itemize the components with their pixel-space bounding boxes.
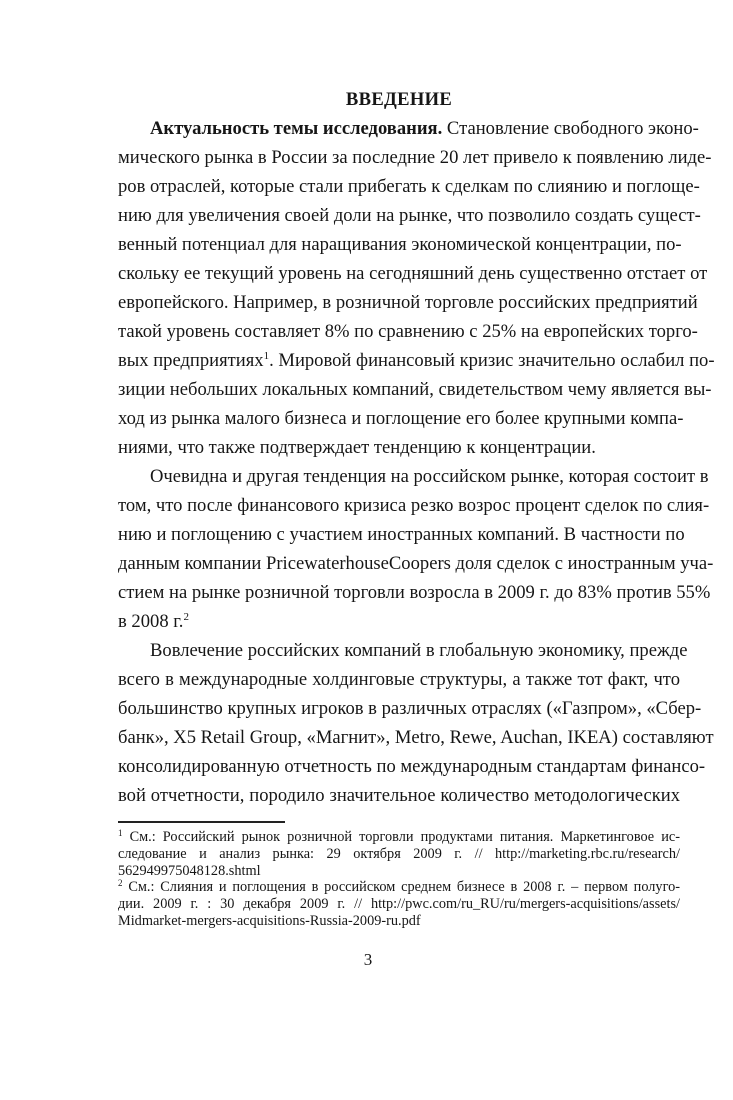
text-line: стием на рынке розничной торговли возросла в 2009 г. до 83% против 55%	[118, 582, 711, 603]
text-line	[118, 114, 699, 143]
text-line: европейского. Например, в розничной торговле российских предприятий	[118, 292, 698, 313]
text-line: вой отчетности, породило значительное количество методологических	[118, 785, 680, 806]
paragraph-1	[118, 114, 715, 462]
text: Становление свободного эконо-	[442, 118, 699, 139]
text-line: мического рынка в России за последние 20 лет привело к появлению лиде-	[118, 147, 712, 168]
text-line: данным компании PricewaterhouseCoopers доля сделок с иностранным уча-	[118, 553, 714, 574]
text-line: том, что после финансового кризиса резко возрос процент сделок по слия-	[118, 495, 710, 516]
footnote-ref-2: 2	[183, 611, 189, 623]
text-line: ниями, что также подтверждает тенденцию к концентрации.	[118, 437, 596, 458]
text-line: ход из рынка малого бизнеса и поглощение его более крупными компа-	[118, 408, 684, 429]
text-line: банк», X5 Retail Group, «Магнит», Metro, Rewe, Auchan, IKEA) составляют	[118, 727, 714, 748]
text: вых предприятиях	[118, 350, 264, 371]
text-line	[118, 607, 680, 636]
footnote-1-line: 562949975048128.shtml	[118, 862, 261, 879]
text: См.: Слияния и поглощения в российском среднем бизнесе в 2008 г. – первом полуго-	[122, 879, 680, 896]
page-number: 3	[363, 950, 373, 969]
text-line: нию и поглощению с участием иностранных компаний. В частности по	[118, 524, 685, 545]
footnote-divider	[118, 821, 285, 823]
text: См.: Российский рынок розничной торговли продуктами питания. Маркетинговое ис-	[122, 829, 680, 845]
footnote-2-line	[118, 879, 680, 896]
text-line: венный потенциал для наращивания экономической концентрации, по-	[118, 234, 682, 255]
text-line: Очевидна и другая тенденция на российском рынке, которая состоит в	[150, 466, 709, 487]
footnote-2-line: дии. 2009 г. : 30 декабря 2009 г. // http://pwc.com/ru_RU/ru/mergers-acquisitions/assets/	[118, 896, 680, 913]
footnote-2-line: Midmarket-mergers-acquisitions-Russia-2009-ru.pdf	[118, 912, 421, 929]
text: в 2008 г.	[118, 611, 184, 632]
footnote-ref-1: 1	[263, 350, 270, 362]
text-line: скольку ее текущий уровень на сегодняшний день существенно отстает от	[118, 263, 708, 284]
section-title: ВВЕДЕНИЕ	[345, 89, 453, 110]
footnotes	[118, 829, 680, 930]
text-line: зиции небольших локальных компаний, свидетельством чему является вы-	[118, 379, 712, 400]
footnote-number: 2	[118, 878, 123, 889]
bold-lead: Актуальность темы исследования.	[150, 118, 443, 139]
text-line: Вовлечение российских компаний в глобальную экономику, прежде	[150, 640, 688, 661]
text: . Мировой финансовый кризис значительно ослабил по-	[269, 350, 715, 371]
text-line: консолидированную отчетность по международным стандартам финансо-	[118, 756, 706, 777]
text-line: большинство крупных игроков в различных отраслях («Газпром», «Сбер-	[118, 698, 702, 719]
paragraph-2	[118, 462, 714, 636]
footnote-1-line: следование и анализ рынка: 29 октября 2009 г. // http://marketing.rbc.ru/research/	[118, 845, 680, 862]
text-line: всего в международные холдинговые структуры, а также тот факт, что	[118, 669, 680, 690]
paragraph-3	[118, 636, 714, 810]
footnote-number: 1	[118, 828, 123, 838]
text-line: ров отраслей, которые стали прибегать к сделкам по слиянию и поглоще-	[118, 176, 700, 197]
page-body	[118, 85, 715, 810]
text-line: нию для увеличения своей доли на рынке, что позволило создать сущест-	[118, 205, 701, 226]
text-line	[118, 346, 715, 375]
footnote-1-line	[118, 829, 680, 846]
text-line: такой уровень составляет 8% по сравнению с 25% на европейских торго-	[118, 321, 698, 342]
